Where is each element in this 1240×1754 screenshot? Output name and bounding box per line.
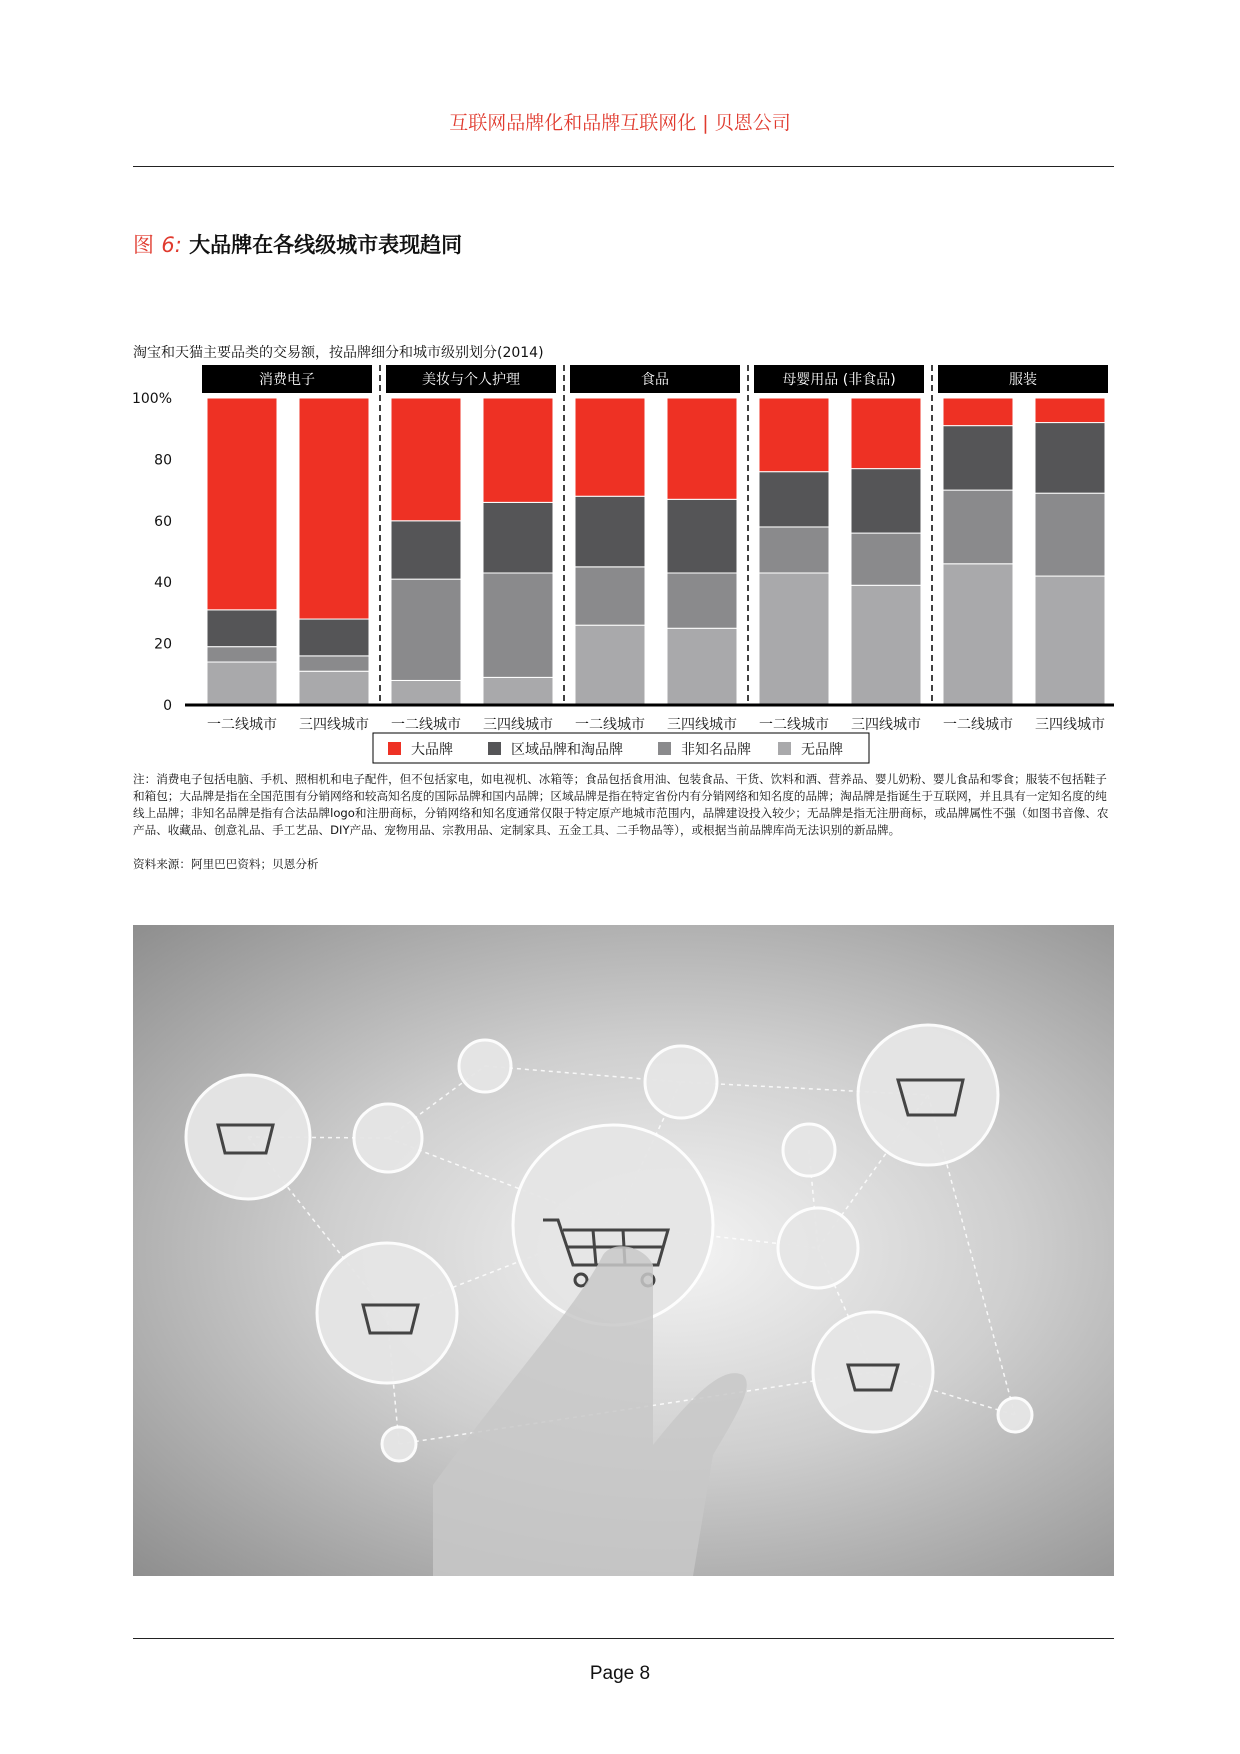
bar-segment bbox=[943, 398, 1013, 426]
y-tick-label: 60 bbox=[154, 513, 172, 530]
bar-segment bbox=[391, 398, 461, 521]
bar-segment bbox=[207, 610, 277, 647]
bar-segment bbox=[575, 398, 645, 496]
bar-segment bbox=[483, 573, 553, 677]
chart-title: 淘宝和天猫主要品类的交易额，按品牌细分和城市级别划分(2014) bbox=[133, 345, 544, 361]
bar-segment bbox=[575, 567, 645, 625]
bar-segment bbox=[207, 662, 277, 705]
group-header-label: 消费电子 bbox=[259, 372, 315, 388]
legend-label: 无品牌 bbox=[801, 742, 843, 758]
bar-segment bbox=[759, 398, 829, 472]
bar-segment bbox=[207, 647, 277, 662]
chart-note: 注：消费电子包括电脑、手机、照相机和电子配件，但不包括家电，如电视机、冰箱等；食品包括食用油、包装食品、干货、饮料和酒、营养品、婴儿奶粉、婴儿食品和零食；服装不包括鞋子和箱包；大品牌是指在全国范围有分销网络和较高知名度的国际品牌和国内品牌；区域品牌是指在特定省份内有分销网络和知名度的品牌；淘品牌是指诞生于互联网，并且具有一定知名度的纯线上品牌；非知名品牌是指有合法品牌logo和注册商标，分销网络和知名度通常仅限于特定原产地城市范围内，品牌建设投入较少；无品牌是指无注册商标，或品牌属性不强（如图书音像、农产品、收藏品、创意礼品、手工艺品、DIY产品、宠物用品、宗教用品、定制家具、五金工具、二手物品等），或根据当前品牌库尚无法识别的新品牌。 bbox=[133, 772, 1109, 837]
bar-segment bbox=[1035, 493, 1105, 576]
bar-segment bbox=[1035, 576, 1105, 705]
bar-segment bbox=[943, 564, 1013, 705]
bar-segment bbox=[667, 573, 737, 628]
x-tick-label: 一二线城市 bbox=[575, 717, 645, 733]
group-header-label: 美妆与个人护理 bbox=[422, 372, 520, 388]
bar-segment bbox=[575, 496, 645, 567]
shopping-network-illustration bbox=[133, 925, 1114, 1576]
group-header-label: 食品 bbox=[641, 372, 669, 388]
figure-title-text: 大品牌在各线级城市表现趋同 bbox=[189, 233, 463, 257]
bar-segment bbox=[299, 671, 369, 705]
bar-segment bbox=[483, 502, 553, 573]
bar-segment bbox=[851, 398, 921, 469]
group-header-label: 服装 bbox=[1009, 372, 1037, 388]
bar-segment bbox=[299, 398, 369, 619]
bar-segment bbox=[1035, 398, 1105, 423]
legend-swatch bbox=[488, 742, 501, 755]
bar-segment bbox=[851, 533, 921, 585]
bar-segment bbox=[207, 398, 277, 610]
x-tick-label: 一二线城市 bbox=[207, 717, 277, 733]
y-tick-label: 20 bbox=[154, 636, 172, 653]
x-tick-label: 一二线城市 bbox=[391, 717, 461, 733]
x-tick-label: 三四线城市 bbox=[1035, 717, 1105, 733]
bar-segment bbox=[943, 426, 1013, 490]
figure-title bbox=[133, 229, 462, 259]
header-rule bbox=[133, 166, 1114, 167]
bar-segment bbox=[483, 677, 553, 705]
bar-segment bbox=[483, 398, 553, 502]
bar-segment bbox=[851, 585, 921, 705]
legend-label: 非知名品牌 bbox=[681, 742, 751, 758]
bar-segment bbox=[759, 472, 829, 527]
figure-label: 图 bbox=[133, 233, 154, 257]
bar-segment bbox=[943, 490, 1013, 564]
bar-segment bbox=[759, 573, 829, 705]
bar-segment bbox=[299, 619, 369, 656]
group-header-label: 母婴用品 (非食品) bbox=[782, 372, 896, 388]
bar-segment bbox=[391, 680, 461, 705]
y-tick-label: 100% bbox=[131, 391, 172, 407]
y-tick-label: 80 bbox=[154, 452, 172, 469]
bar-segment bbox=[759, 527, 829, 573]
y-tick-label: 40 bbox=[154, 575, 172, 592]
stacked-bar-chart bbox=[130, 360, 1120, 770]
bar-segment bbox=[575, 625, 645, 705]
legend-label: 大品牌 bbox=[411, 742, 453, 758]
bar-segment bbox=[667, 628, 737, 705]
chart-source: 资料来源：阿里巴巴资料；贝恩分析 bbox=[133, 857, 319, 871]
bar-segment bbox=[391, 521, 461, 579]
bar-segment bbox=[299, 656, 369, 671]
legend-swatch bbox=[388, 742, 401, 755]
x-tick-label: 三四线城市 bbox=[483, 717, 553, 733]
page-number: Page 8 bbox=[589, 1663, 651, 1684]
legend-swatch bbox=[658, 742, 671, 755]
legend-label: 区域品牌和淘品牌 bbox=[511, 742, 623, 758]
x-tick-label: 一二线城市 bbox=[759, 717, 829, 733]
x-tick-label: 三四线城市 bbox=[667, 717, 737, 733]
legend-swatch bbox=[778, 742, 791, 755]
bar-segment bbox=[667, 398, 737, 499]
x-tick-label: 三四线城市 bbox=[851, 717, 921, 733]
footer-rule bbox=[133, 1638, 1114, 1639]
y-tick-label: 0 bbox=[163, 698, 172, 714]
x-tick-label: 三四线城市 bbox=[299, 717, 369, 733]
bar-segment bbox=[391, 579, 461, 680]
bar-segment bbox=[667, 499, 737, 573]
bar-segment bbox=[851, 469, 921, 533]
report-header: 互联网品牌化和品牌互联网化 | 贝恩公司 bbox=[449, 112, 791, 134]
hand-shape bbox=[433, 1246, 747, 1576]
x-tick-label: 一二线城市 bbox=[943, 717, 1013, 733]
figure-number: 6 bbox=[161, 233, 175, 257]
decorative-photo bbox=[133, 925, 1114, 1576]
bar-segment bbox=[1035, 423, 1105, 494]
figure-colon: : bbox=[174, 233, 182, 257]
